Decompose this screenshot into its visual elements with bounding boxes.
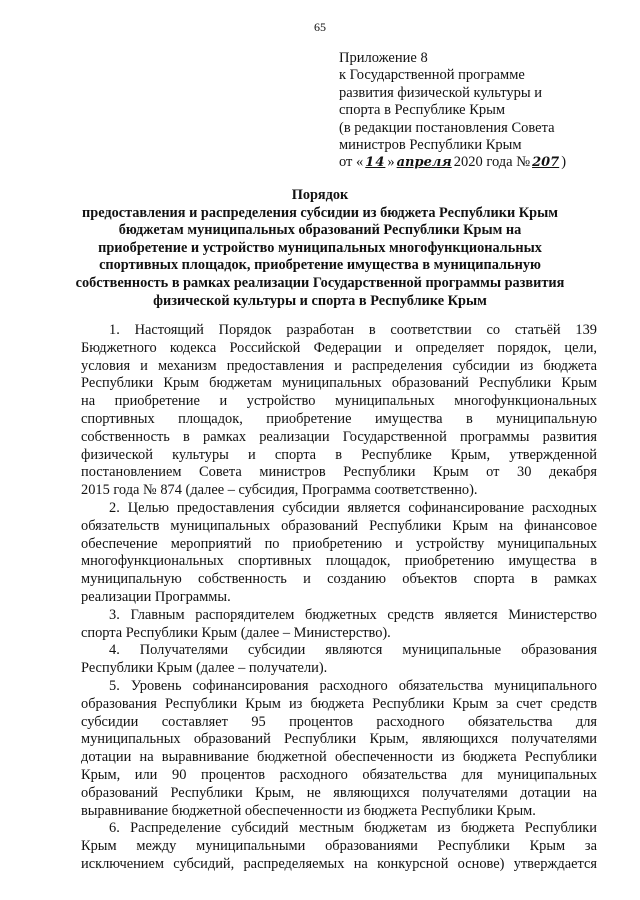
text-line: образования Республики Крым из бюджета Республики Крым за счет средств xyxy=(81,695,597,712)
text-line: 3. Главным распорядителем бюджетных средств является Министерство xyxy=(109,606,597,623)
paragraph-6 xyxy=(81,820,597,873)
text-line: 2. Целью предоставления субсидии является софинансирование расходных xyxy=(109,499,597,516)
paragraph-1 xyxy=(81,322,597,500)
date-mid: » xyxy=(387,154,395,171)
annex-header xyxy=(339,50,619,172)
paragraph-4 xyxy=(81,642,597,678)
text-line: спорта Республики Крым (далее – Министерство). xyxy=(81,624,391,641)
text-line: субсидии составляет 95 процентов расходного обязательства для xyxy=(81,713,597,730)
text-line: на приобретение и устройство муниципальных многофункциональных xyxy=(81,393,597,410)
handwritten-number: 207 xyxy=(532,155,560,171)
text-line: муниципальную собственность и созданию объектов спорта в рамках xyxy=(81,571,597,588)
text-line: условия и механизм предоставления и распределения субсидии из бюджета xyxy=(81,357,597,374)
title-heading: Порядок xyxy=(291,187,349,203)
title-line: бюджетам муниципальных образований Республики Крым на xyxy=(118,222,522,239)
annex-line: развития физической культуры и xyxy=(339,84,543,101)
text-line: муниципальных образований Республики Крым, являющихся получателями xyxy=(81,731,597,748)
text-line: Крым между муниципальными образованиями Республики Крым за xyxy=(81,838,597,855)
annex-line: (в редакции постановления Совета xyxy=(339,119,555,136)
text-line: выравнивание бюджетной обеспеченности из бюджета Республики Крым. xyxy=(81,802,536,819)
annex-line: спорта в Республике Крым xyxy=(339,102,506,119)
text-line: 4. Получателями субсидии являются муниципальные образования xyxy=(109,642,597,659)
document-body xyxy=(81,322,597,874)
text-line: 1. Настоящий Порядок разработан в соответствии со статьёй 139 xyxy=(109,322,597,338)
text-line: собственность в рамках реализации Государственной программы развития xyxy=(81,428,597,445)
text-line: физической культуры и спорта в Республике Крым, утвержденной xyxy=(81,446,597,463)
date-prefix: от « xyxy=(339,154,364,171)
annex-date-line xyxy=(339,154,619,171)
text-line: образований Республики Крым, не являющихся получателями дотации на xyxy=(81,784,597,801)
date-year: 2020 года № xyxy=(453,154,531,171)
text-line: Бюджетного кодекса Российской Федерации и определяет порядок, цели, xyxy=(81,339,597,356)
date-suffix: ) xyxy=(561,154,567,171)
text-line: дотации на выравнивание бюджетной обеспеченности из бюджета Республики xyxy=(81,749,597,766)
text-line: 6. Распределение субсидий местным бюджетам из бюджета Республики xyxy=(109,820,597,837)
text-line: постановлением Совета министров Республики Крым от 30 декабря xyxy=(81,464,597,481)
paragraph-5 xyxy=(81,678,597,820)
title-line: собственность в рамках реализации Государственной программы развития xyxy=(75,274,565,291)
text-line: спортивных площадок, приобретение имущества в муниципальную xyxy=(81,410,597,427)
title-line: предоставления и распределения субсидии из бюджета Республики Крым xyxy=(82,204,558,221)
title-line: спортивных площадок, приобретение имущества в муниципальную xyxy=(99,257,541,274)
annex-line: министров Республики Крым xyxy=(339,137,522,154)
handwritten-day: 14 xyxy=(365,155,386,171)
paragraph-3 xyxy=(81,607,597,643)
annex-line: Приложение 8 xyxy=(339,50,428,66)
text-line: Крым, или 90 процентов расходного обязательства для муниципальных xyxy=(81,766,597,783)
text-line: 5. Уровень софинансирования расходного обязательства муниципального xyxy=(109,677,597,694)
annex-line: к Государственной программе xyxy=(339,67,525,84)
paragraph-2 xyxy=(81,500,597,607)
page-number: 65 xyxy=(314,20,326,34)
text-line: многофункциональных спортивных площадок, приобретению имущества в xyxy=(81,553,597,570)
document-title xyxy=(40,187,600,310)
handwritten-month: апреля xyxy=(396,155,452,171)
text-line: Республики Крым (далее – получатели). xyxy=(81,660,328,677)
text-line: реализации Программы. xyxy=(81,588,231,605)
text-line: обеспечение мероприятий по приобретению и устройству муниципальных xyxy=(81,535,597,552)
text-line: 2015 года № 874 (далее – субсидия, Программа соответственно). xyxy=(81,482,478,499)
text-line: обязательств муниципальных образований Республики Крым на финансовое xyxy=(81,517,597,534)
title-line: физической культуры и спорта в Республике Крым xyxy=(153,292,487,309)
text-line: исключением субсидий, распределяемых на конкурсной основе) утверждается xyxy=(81,855,597,872)
title-line: приобретение и устройство муниципальных многофункциональных xyxy=(98,239,542,256)
text-line: Республики Крым бюджетам муниципальных образований Республики Крым xyxy=(81,375,597,392)
